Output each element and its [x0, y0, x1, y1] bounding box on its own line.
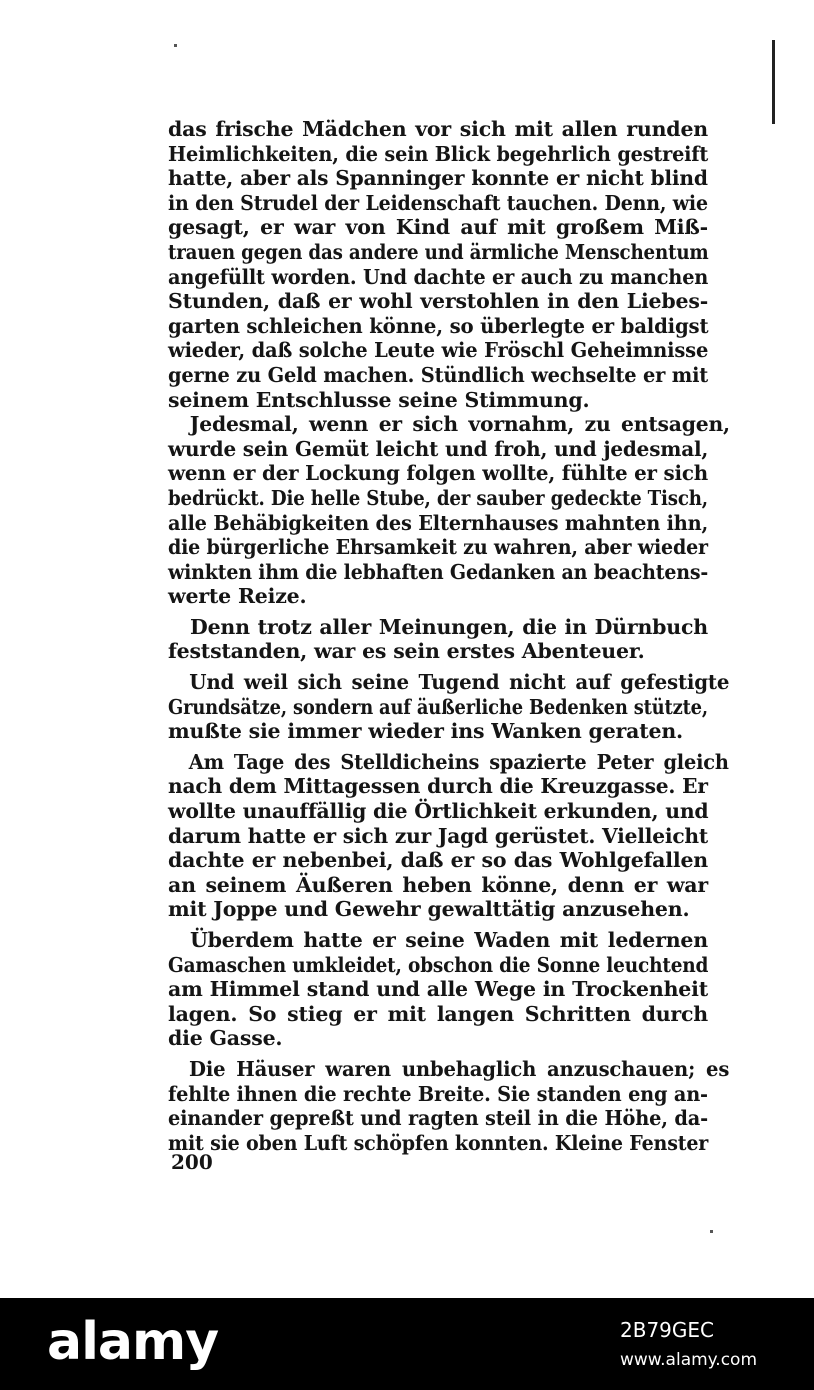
text-line: bedrückt. Die helle Stube, der sauber gedeckte Tisch,: [168, 485, 708, 510]
text-line: werte Reize.: [168, 584, 307, 609]
text-line: wollte unauffällig die Örtlichkeit erkunden, und: [168, 799, 709, 824]
text-line: trauen gegen das andere und ärmliche Menschentum: [168, 239, 709, 264]
text-line: Jedesmal, wenn er sich vornahm, zu entsagen,: [189, 412, 730, 437]
watermark-footer: [0, 1298, 814, 1390]
text-line: fehlte ihnen die rechte Breite. Sie standen eng an-: [168, 1081, 708, 1106]
text-line: angefüllt worden. Und dachte er auch zu manchen: [168, 264, 709, 289]
text-line: Stunden, daß er wohl verstohlen in den Liebes-: [168, 289, 708, 314]
text-line: gerne zu Geld machen. Stündlich wechselte er mit: [168, 362, 709, 387]
text-line: Heimlichkeiten, die sein Blick begehrlich gestreift: [168, 141, 709, 166]
text-line: an seinem Äußeren heben könne, denn er war: [168, 872, 708, 897]
scan-speck: [710, 1230, 713, 1233]
text-line: wurde sein Gemüt leicht und froh, und jedesmal,: [168, 436, 709, 461]
text-line: die Gasse.: [168, 1026, 283, 1051]
text-line: hatte, aber als Spanninger konnte er nicht blind: [168, 166, 708, 191]
text-line: nach dem Mittagessen durch die Kreuzgasse. Er: [168, 774, 708, 799]
page-number: 200: [171, 1150, 213, 1174]
text-line: mit Joppe und Gewehr gewalttätig anzusehen.: [168, 897, 690, 922]
image-id: 2B79GEC: [620, 1318, 714, 1342]
text-line: Gamaschen umkleidet, obschon die Sonne leuchtend: [168, 952, 709, 977]
text-line: am Himmel stand und alle Wege in Trockenheit: [168, 977, 708, 1002]
text-line: einander gepreßt und ragten steil in die Höhe, da-: [168, 1106, 708, 1131]
text-line: winkten ihm die lebhaften Gedanken an beachtens-: [168, 559, 709, 584]
text-line: Überdem hatte er seine Waden mit ledernen: [190, 928, 708, 952]
text-line: wenn er der Lockung folgen wollte, fühlte er sich: [168, 461, 709, 486]
text-line: gesagt, er war von Kind auf mit großem Miß-: [168, 215, 708, 240]
text-line: mit sie oben Luft schöpfen konnten. Kleine Fenster: [168, 1130, 709, 1155]
footer-url: www.alamy.com: [620, 1350, 758, 1370]
text-line: mußte sie immer wieder ins Wanken geraten.: [168, 719, 683, 744]
text-line: seinem Entschlusse seine Stimmung.: [168, 387, 590, 412]
page-edge-mark: [772, 40, 775, 124]
text-line: wieder, daß solche Leute wie Fröschl Geheimnisse: [168, 338, 709, 363]
text-line: Grundsätze, sondern auf äußerliche Bedenken stützte,: [168, 694, 708, 719]
text-line: dachte er nebenbei, daß er so das Wohlgefallen: [168, 848, 708, 873]
text-line: feststanden, war es sein erstes Abenteuer.: [168, 639, 645, 664]
text-line: Am Tage des Stelldicheins spazierte Peter gleich: [188, 749, 729, 774]
text-line: die bürgerliche Ehrsamkeit zu wahren, aber wieder: [168, 535, 708, 560]
scan-speck: [174, 44, 177, 47]
text-line: lagen. So stieg er mit langen Schritten durch: [168, 1001, 708, 1026]
text-line: Die Häuser waren unbehaglich anzuschauen; es: [189, 1056, 730, 1081]
text-line: garten schleichen könne, so überlegte er baldigst: [168, 313, 709, 338]
text-line: Und weil sich seine Tugend nicht auf gefestigte: [189, 670, 730, 695]
text-line: in den Strudel der Leidenschaft tauchen. Denn, wie: [168, 190, 708, 215]
text-line: alle Behäbigkeiten des Elternhauses mahnten ihn,: [168, 510, 709, 535]
text-line: darum hatte er sich zur Jagd gerüstet. Vielleicht: [168, 823, 709, 848]
body-text: [168, 117, 730, 1155]
text-line: das frische Mädchen vor sich mit allen runden: [168, 117, 708, 141]
text-line: Denn trotz aller Meinungen, die in Dürnbuch: [190, 614, 708, 639]
alamy-logo: alamy: [47, 1312, 219, 1372]
